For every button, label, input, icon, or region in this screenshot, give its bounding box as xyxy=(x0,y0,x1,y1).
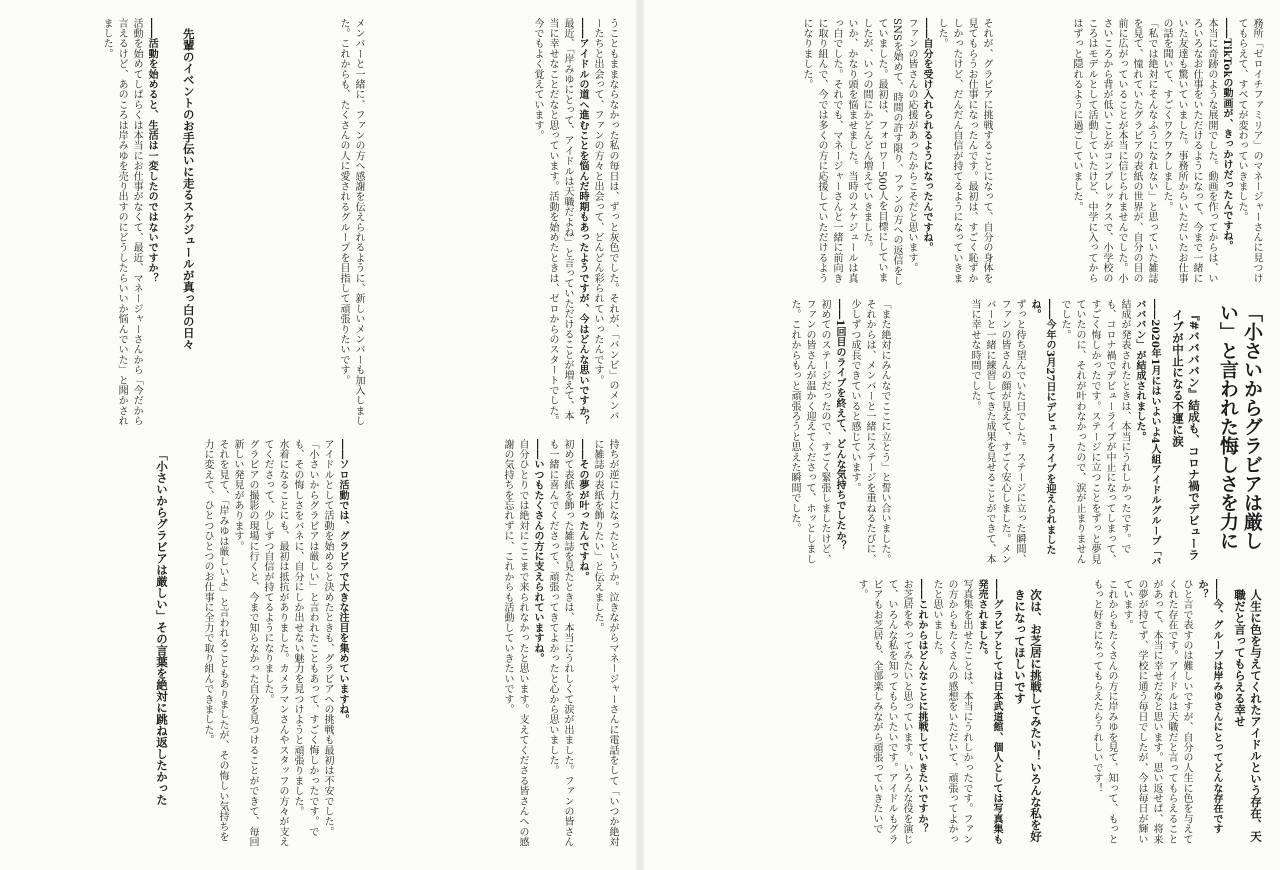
interview-question: ――今年の3月27日にデビューライブを迎えられましたね。 xyxy=(1029,298,1055,555)
article-column xyxy=(197,18,366,427)
right-top-band xyxy=(664,18,1264,287)
paragraph: 水着になることにも、最初は抵抗がありました。カメラマンさんやスタッフの方々が支えてくださって、少しずつ自信が持てるようになりました。 xyxy=(262,439,288,847)
paragraph: ひと言で表すのは難しいですが、自分の人生に色を与えてくれた存在です。アイドルは天職だと言ってもらえることがあって、本当に幸せだなと思います。思い返せば、将来の夢が持てず、学校に通う毎日でしたが、今は毎日が輝いています。 xyxy=(1121,579,1192,845)
paragraph: ファンの皆さんの応援があったからこそだと思います。SNSを始めて、時間の許す限り、ファンの方への返信をしていました。最初は、フォロワー500人を目標にしていましたが、いつの間にかどんどん増えていきました。 xyxy=(861,18,917,286)
article-column xyxy=(366,18,620,427)
article-column xyxy=(170,439,350,848)
paragraph: 結成が発表されたときは、本当にうれしかったです。でも、コロナ禍でデビューライブが中止になってしまって、すごく悔しかったです。ステージに立つことをずっと夢見ていたのに、それが叶わなかったので、涙が止まりませんでした。 xyxy=(1059,298,1130,564)
article-column xyxy=(994,18,1264,287)
paragraph: メンバーと一緒に、ファンの方へ感謝を伝えられるように、新しいメンバーも加入しました。これからも、たくさんの人に愛されるグループを目指して頑張りたいです。 xyxy=(338,18,365,426)
paragraph: 「私では絶対にそんなふうになれない」と思っていた雑誌を見て、憧れていたグラビアの表紙の世界が、自分の目の前に広がっていることが本当に信じられませんでした。小さいころから背が低いことがコンプレックスで、小学校のころはモデルとして活動していたけど、中学に入ってからはずっと隠れるように過ごしていました。 xyxy=(1071,18,1157,284)
interview-question: ――ソロ活動では、グラビアで大きな注目を集めていますね。 xyxy=(337,439,348,725)
paragraph: ずっと待ち望んでいた日でした。ステージに立った瞬間、ファンの皆さんの顔が見えて、すごく安心しました。メンバーと一緒に練習してきた成果を見せることができて、本当に幸せな時間でした。 xyxy=(969,298,1025,564)
interview-question: ――いつもたくさんの方に支えられていますね。 xyxy=(532,439,543,664)
interview-question: ――TikTokの動画が、きっかけだったんですね。 xyxy=(1221,18,1232,252)
paragraph: アイドルとして活動を始めると決めたときも、グラビアへの挑戦も最初は不安でした。「小さいからグラビアは厳しい」と言われたこともあって、すごく悔しかったです。でも、その悔しさをバネに、自分にしか出せない魅力を見つけようと頑張りました。 xyxy=(292,439,333,837)
article-column xyxy=(712,299,892,568)
interview-question: ――自分を受け入れられるようになったんですね。 xyxy=(921,18,932,253)
article-column xyxy=(350,439,620,848)
article-column xyxy=(724,18,994,287)
paragraph: 本当に奇跡のような展開でした。動画を作ってからは、いろいろなお仕事をいただけるようになって、今まで一緒にいた友達も驚いていました。事務所からいただいたお仕事の話を聞いて、すごくワクワクしました。 xyxy=(1161,18,1217,284)
paragraph: 最近、「岸みゆにとって、アイドルは天職だよね」と言っていただけることが増えて、本当に幸せなことだなと思っています。活動を始めたときは、ゼロからのスタートでした。今でもよく覚えています。 xyxy=(532,18,573,426)
paragraph: 初めてのステージだったので、すごく緊張しましたけど、ファンの皆さんが温かく迎えてくださって、ホッとしました。これからもっと頑張ろうと思えた瞬間でした。 xyxy=(789,298,830,564)
paragraph: 初めて表紙を飾った雑誌を見たときは、本当にうれしくて涙が出ました。ファンの皆さんも一緒に喜んでくださって、頑張ってきてよかったと心から思いました。 xyxy=(547,439,573,847)
interview-question: ――アイドルの道へ進むことを悩んだ時期もあったようですが、今はどんな思いですか？ xyxy=(577,18,588,426)
paragraph: これからもたくさんの方に岸みゆを見て、知って、もっともっと好きになってもらえたらうれしいです！ xyxy=(1091,579,1117,845)
right-middle-band xyxy=(664,299,1264,568)
interview-question: ――これからはどんなことに挑戦していきたいですか？ xyxy=(916,579,927,835)
paragraph: グラビアの撮影の現場に行くと、今まで知らなかった自分を見つけることができて、毎回新しい発見があります。 xyxy=(232,439,258,847)
paragraph: 務所「ゼロイチファミリア」のマネージャーさんに見つけてもらえて、すべてが変わっていきました。 xyxy=(1236,18,1262,284)
interview-question: ――今、グループは岸みゆさんにとってどんな存在ですか？ xyxy=(1196,579,1222,835)
article-column xyxy=(734,579,1004,848)
paragraph: 自分ひとりでは絶対にここまで来られなかったと思います。支えてくださる皆さんへの感謝の気持ちを忘れずに、これからも活動していきたいです。 xyxy=(502,439,528,847)
paragraph: うこともままならなかった私の毎日は、ずっと灰色でした。それが、「バンビ」のメンバーたちと出会って、ファンの方々と出会って、どんどん彩られていったんです。 xyxy=(592,18,618,421)
left-top-band xyxy=(18,18,620,427)
section-subhead: 先輩のイベントのお手伝いに走るスケジュールが真っ白の日々 xyxy=(181,28,196,350)
section-subhead: 「小さいからグラビアは厳しい」その言葉を絶対に跳ね返したかった xyxy=(155,449,169,806)
paragraph: それが、グラビアに挑戦することになって、自分の身体を見てもらうお仕事になったんです。最初は、すごく恥ずかしかったけど、だんだん自信が持てるようになっていきました。 xyxy=(936,18,992,284)
article-column xyxy=(18,18,159,427)
section-subhead: 人生に色を与えてくれたアイドルという存在、天職だと言ってもらえる幸せ xyxy=(1233,589,1263,843)
paragraph: 持ちが逆に力になったというか。泣きながらマネージャーさんに電話をして「いつか絶対に雑誌の表紙を飾りたい」と伝えました。 xyxy=(592,439,618,847)
paragraph: お芝居をやってみたいと思っています。いろんな役を演じて、いろんな私を知ってもらいたいです。アイドルもグラビアもお芝居も、全部楽しみながら頑張っていきたいです。 xyxy=(856,579,912,845)
right-bottom-band xyxy=(664,579,1264,848)
paragraph: 写真集を出せたことは、本当にうれしかったです。ファンの方からもたくさんの感想をいただいて、頑張ってよかったと思いました。 xyxy=(931,579,972,845)
article-headline: 「小さいからグラビアは厳しい」と言われた悔しさを力に xyxy=(1217,302,1263,550)
page-gutter xyxy=(636,0,644,870)
interview-question: ――2020年1月にはいよいよ4人組アイドルグループ「ババババン」が結成されました。 xyxy=(1134,298,1160,567)
section-subhead: 次は、お芝居に挑戦してみたい！いろんな私を好きになってほしいです xyxy=(1013,589,1043,843)
paragraph: それを見て、「岸みゆは厳しいよ」と言われることもありましたが、その悔しい気持ちを力に変えて、ひとつひとつのお仕事に全力で取り組んできました。 xyxy=(202,439,228,842)
interview-question: ――その夢が叶ったんですね。 xyxy=(577,439,588,582)
interview-question: ――活動を始めると、生活は一変したのではないですか？ xyxy=(146,18,158,284)
section-subhead: 『#ババババン』結成も、コロナ禍でデビューライブが中止になる不運に涙 xyxy=(1171,308,1201,560)
right-page xyxy=(664,18,1264,848)
interview-question: ――グラビアとしては日本武道館、個人としては写真集も発売されました。 xyxy=(976,579,1002,845)
article-column xyxy=(1044,579,1224,848)
paragraph: いか、かなり頭を悩ませました。当時のスケジュールは真っ白でした。それでも、マネージャーさんと一緒に前向きに取り組んで、今では多くの方に応援していただけるようになりました。 xyxy=(801,18,857,284)
interview-question: ――1回目のライブを終えて、どんな気持ちでしたか？ xyxy=(834,298,845,551)
paragraph: 活動を始めてしばらくは本当にお仕事がなくて、最近、マネージャーさんから「今だから言えるけど、あのころは岸みゆを売り出すのにどうしたらいいか悩んでいた」と聞かされました。 xyxy=(101,18,143,426)
paragraph: 「また絶対にみんなでここに立とう」と誓い合いました。それからは、メンバーと一緒にステージを重ねるたびに、少しずつ成長できていると感じています。 xyxy=(849,298,890,564)
left-bottom-band xyxy=(18,439,620,848)
article-column xyxy=(892,299,1162,568)
left-page xyxy=(18,18,620,848)
